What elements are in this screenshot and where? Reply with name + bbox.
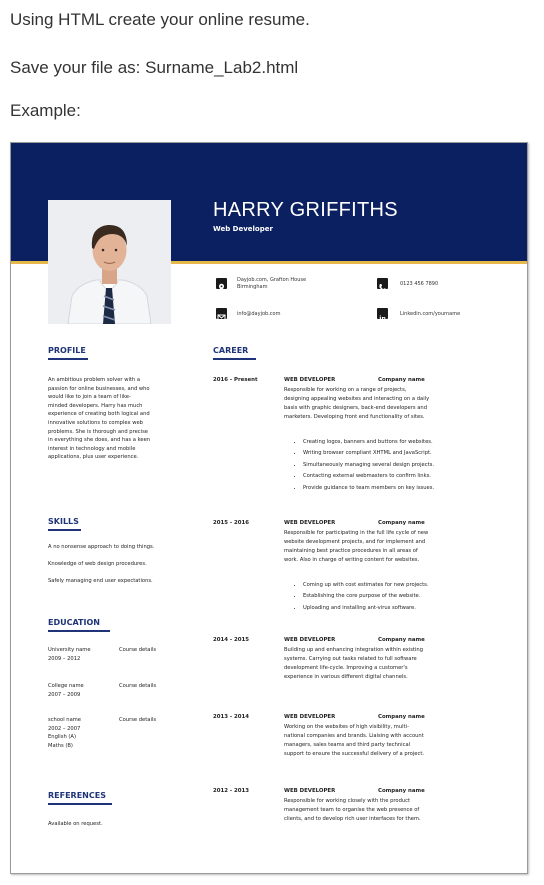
- linkedin-icon: [377, 308, 388, 323]
- job-title: WEB DEVELOPER: [284, 637, 336, 643]
- references-text: Available on request.: [48, 821, 103, 827]
- profile-photo: [48, 200, 171, 324]
- skill-item: Safely managing end user expectations.: [48, 578, 153, 584]
- education-entry: school name 2002 – 2007 English (A) Maths (B): [48, 717, 81, 749]
- job-date: 2013 - 2014: [213, 714, 249, 720]
- job-description: Responsible for working on a range of projects, designing appealing websites and interacting on a daily basis with graphic designers, back-end developers and marketers. Developing front end functionality of sites.: [284, 387, 430, 420]
- resume-role: Web Developer: [213, 225, 273, 233]
- education-entry: College name 2007 – 2009: [48, 683, 84, 698]
- address-line-2: Birmingham: [237, 284, 268, 290]
- instruction-line: Using HTML create your online resume.: [10, 10, 310, 29]
- skill-item: Knowledge of web design procedures.: [48, 561, 147, 567]
- job-bullet: • Writing browser compliant XHTML and JavaScript.: [303, 448, 434, 459]
- company-name: Company name: [378, 714, 425, 720]
- skills-heading: SKILLS: [48, 517, 79, 526]
- job-date: 2014 - 2015: [213, 637, 249, 643]
- svg-text:in: in: [379, 314, 387, 323]
- company-name: Company name: [378, 520, 425, 526]
- job-title: WEB DEVELOPER: [284, 377, 336, 383]
- email-address: info@dayjob.com: [237, 311, 281, 317]
- job-bullet: • Uploading and installing ant-virus software.: [303, 603, 429, 614]
- course-details: Course details: [119, 683, 157, 689]
- job-bullet: • Creating logos, banners and buttons for websites.: [303, 437, 434, 448]
- heading-underline: [48, 529, 81, 531]
- course-details: Course details: [119, 717, 157, 723]
- heading-underline: [48, 803, 112, 805]
- resume-name: HARRY GRIFFITHS: [213, 199, 398, 221]
- phone-number: 0123 456 7890: [400, 281, 439, 287]
- job-description: Working on the websites of high visibility, multi- national companies and brands. Liaising with account managers, sales teams and third party technical support to ensure the successful delivery of a project.: [284, 724, 425, 757]
- course-details: Course details: [119, 647, 157, 653]
- address-line-1: Dayjob.com, Grafton House: [237, 277, 307, 283]
- heading-underline: [48, 630, 110, 632]
- job-bullet: • Simultaneously managing several design projects.: [303, 460, 434, 471]
- job-description: Responsible for working closely with the product management team to organise the web presence of clients, and to develop rich user interfaces for them.: [284, 798, 421, 822]
- job-bullet-list: [293, 580, 429, 614]
- company-name: Company name: [378, 377, 425, 383]
- heading-underline: [213, 358, 256, 360]
- email-icon: [216, 308, 227, 319]
- company-name: Company name: [378, 637, 425, 643]
- job-description: Building up and enhancing integration within existing systems. Carrying out tasks related to full software development life-cycle. Improving a customer's experience in various different digital channels.: [284, 647, 423, 680]
- job-date: 2012 - 2013: [213, 788, 249, 794]
- education-heading: EDUCATION: [48, 618, 100, 627]
- resume-example-image: [10, 142, 528, 874]
- job-title: WEB DEVELOPER: [284, 520, 336, 526]
- instruction-line: Example:: [10, 101, 81, 120]
- job-date: 2016 - Present: [213, 377, 258, 383]
- references-heading: REFERENCES: [48, 791, 106, 800]
- company-name: Company name: [378, 788, 425, 794]
- skill-item: A no nonsense approach to doing things.: [48, 544, 155, 550]
- job-bullet: • Coming up with cost estimates for new projects.: [303, 580, 429, 591]
- job-bullet-list: [293, 437, 434, 494]
- phone-icon: [377, 278, 388, 289]
- linkedin-url: Linkedin.com/yourname: [400, 311, 461, 317]
- education-entry: University name 2009 – 2012: [48, 647, 91, 662]
- profile-heading: PROFILE: [48, 346, 86, 355]
- profile-text: An ambitious problem solver with a passion for online businesses, and who would like to join a team of like- minded developers. Harry has much experience of creating both logical and innovative solutions to complex web problems. She is thorough and precise in everything she does, and has a keen interest in technology and mobile applications, plus user experience.: [48, 377, 151, 461]
- job-title: WEB DEVELOPER: [284, 788, 336, 794]
- job-description: Responsible for participating in the full life cycle of new website development projects, and for implement and maintaining best practice procedures in all areas of work. Also in charge of writing content for websites.: [284, 530, 429, 563]
- job-bullet: • Contacting external webmasters to confirm links.: [303, 471, 434, 482]
- location-icon: [216, 278, 227, 289]
- instruction-line: Save your file as: Surname_Lab2.html: [10, 58, 299, 77]
- heading-underline: [48, 358, 88, 360]
- career-heading: CAREER: [213, 346, 249, 355]
- job-bullet: • Establishing the core purpose of the website.: [303, 591, 429, 602]
- job-bullet: • Provide guidance to team members on key issues.: [303, 483, 434, 494]
- job-title: WEB DEVELOPER: [284, 714, 336, 720]
- job-date: 2015 - 2016: [213, 520, 249, 526]
